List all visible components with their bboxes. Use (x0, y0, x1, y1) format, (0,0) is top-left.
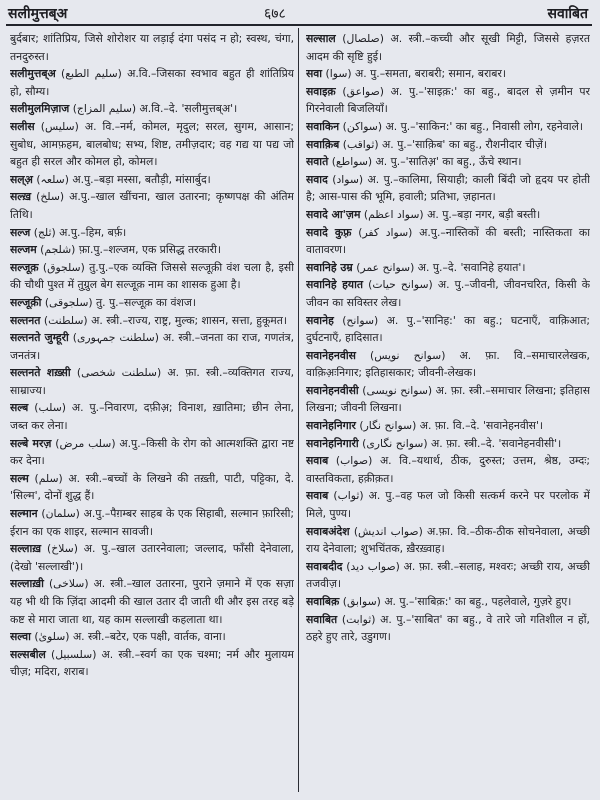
entry-headword: सल्ख़ (10, 190, 32, 204)
entry-headword: सवादे कुफ़्र (306, 225, 352, 239)
dictionary-entry (10, 575, 294, 628)
dictionary-entry (306, 259, 590, 277)
entry-definition: अ. पु.–खाल उतारनेवाला; जल्लाद, फाँसी देनेवाला, (देखो 'सल्लाखी')। (10, 542, 294, 573)
page-header (0, 0, 600, 34)
entry-headword: सल्जूक़ी (10, 295, 42, 309)
entry-definition: अ. स्त्री.–बटेर, एक पक्षी, वार्तक, वाना। (72, 630, 226, 644)
entry-urdu-spelling: (ثواب) (333, 489, 364, 503)
entry-headword: सवाबअंदेश (306, 524, 350, 538)
entry-definition: अ. पु.–'साबिक़:' का बहु., पहलेवाले, गुज़रे हुए। (384, 595, 572, 608)
dictionary-entry (306, 523, 590, 558)
dictionary-entry (10, 259, 294, 294)
entry-urdu-spelling: (سوانح نگار) (359, 419, 417, 433)
entry-urdu-spelling: (صلصال) (342, 32, 384, 45)
entry-urdu-spelling: (سلخ) (36, 190, 65, 204)
entry-urdu-spelling: (سلم) (34, 471, 63, 485)
entry-headword: सवानेहनवीस (306, 348, 356, 362)
dictionary-entry (306, 487, 590, 522)
entry-urdu-spelling: (سوانح) (342, 313, 379, 327)
entry-definition: अ. फ़ा. वि.–समाचारलेखक, वाक़िअ़ःनिगार; इतिहासकार; जीवनी-लेखक। (306, 348, 590, 380)
entry-urdu-spelling: (سوانح نگاری) (362, 436, 428, 450)
entry-urdu-spelling: (سلیم الطبع) (60, 67, 122, 81)
entry-definition: अ.पु.–हिम, बर्फ़। (59, 225, 127, 239)
dictionary-entry (10, 100, 294, 118)
dictionary-entry (306, 611, 590, 646)
entry-urdu-spelling: (سلطنت) (43, 313, 88, 327)
entry-definition: अ.पु.–किसी के रोग को आत्मशक्ति द्वारा नष्ट कर देना। (10, 436, 294, 468)
dictionary-entry (10, 312, 294, 330)
entry-definition: अ. स्त्री.–खाल उतारना, पुराने ज़माने में एक सज़ा यह भी थी कि ज़िंदा आदमी की खाल उतार दी जाती थी और इस तरह बड़े कष्ट से मारा जाता था, यह काम सल्लाखी कहलाता था। (10, 577, 294, 626)
dictionary-entry (306, 593, 590, 611)
entry-urdu-spelling: (سلب) (34, 401, 66, 415)
entry-definition: अ.वि.–जिसका स्वभाव बहुत ही शांतिप्रिय हो, सौम्य। (10, 67, 294, 98)
entry-urdu-spelling: (سلویٰ) (34, 630, 70, 644)
entry-urdu-spelling: (ثواقب) (342, 137, 379, 151)
entry-urdu-spelling: (سلجوق) (42, 260, 85, 274)
dictionary-entry (10, 540, 294, 575)
entry-headword: सवाद (306, 172, 328, 186)
header-left-guideword: सलीमुत्तब्अ (8, 6, 68, 22)
entry-headword: सवा (306, 67, 323, 81)
entry-headword: सल्अ़ (10, 172, 33, 186)
entry-headword: सल्बे मरज़ (10, 436, 52, 450)
dictionary-entry (10, 171, 294, 189)
entry-definition: अ. फ़ा. स्त्री.–समाचार लिखना; इतिहास लिखना; जीवनी लिखना। (306, 383, 590, 415)
entry-definition: अ. स्त्री.–जनता का राज, गणतंत्र, जनतंत्र। (10, 331, 294, 362)
page-number: ६७८ (264, 6, 286, 22)
entry-headword: सल्तनत (10, 313, 41, 327)
dictionary-entry (306, 171, 590, 206)
entry-urdu-spelling: (سلطنت جمہوری) (72, 331, 159, 345)
entry-definition: फ़ा.पु.–शल्जम, एक प्रसिद्ध तरकारी। (78, 243, 221, 257)
entry-headword: सल्साल (306, 32, 336, 45)
entry-urdu-spelling: (صواعق) (342, 84, 384, 98)
entry-headword: सल्ज (10, 225, 31, 239)
entry-definition: अ. फ़ा. स्त्री.–दे. 'सवानेहनवीसी'। (430, 436, 562, 450)
entry-headword: सलीमुत्तब्अ (10, 67, 56, 81)
entry-definition: अ. पु.–'साबित' का बहु., वे तारे जो गतिशील न हों, ठहरे हुए तारे, उडुगण। (306, 612, 590, 644)
entry-headword: सलीमुलमिज़ाज (10, 102, 70, 116)
entry-headword: सल्वा (10, 630, 31, 644)
dictionary-entry (306, 30, 590, 65)
entry-headword: सवानेहनिगारी (306, 436, 359, 450)
entry-headword: सलीस (10, 119, 35, 133)
entry-headword: सल्मान (10, 507, 38, 521)
dictionary-entry (306, 65, 590, 83)
entry-urdu-spelling: (سوانح عمر) (356, 260, 415, 274)
dictionary-entry (10, 30, 294, 65)
dictionary-entry (10, 470, 294, 505)
entry-definition: अ. स्त्री.–राज्य, राष्ट्र, मुल्क; शासन, सत्ता, हुकूमत। (91, 313, 288, 327)
entry-definition: तु. पु.–सल्जूक़ का वंशज। (96, 295, 196, 309)
entry-urdu-spelling: (صواب اندیش) (353, 524, 423, 538)
dictionary-entry (306, 417, 590, 435)
left-column (10, 30, 294, 794)
entry-headword: सवादे आ'ज़म (306, 207, 361, 221)
entry-definition: अ.पु.–नास्तिकों की बस्ती; नास्तिकता का वातावरण। (306, 225, 590, 257)
entry-definition: अ. पु.–'सातिअ़' का बहु., ऊँचे स्थान। (375, 155, 522, 169)
dictionary-entry (10, 188, 294, 223)
entry-headword: सवानेहनवीसी (306, 383, 359, 397)
entry-headword: सल्ब (10, 401, 29, 415)
entry-headword: सल्सबील (10, 647, 46, 661)
entry-headword: सल्तनते शख़्सी (10, 366, 71, 380)
dictionary-entry (306, 312, 590, 347)
dictionary-entry (306, 153, 590, 171)
entry-headword: सवाबिक़ (306, 595, 340, 608)
entry-definition: अ.पु.–पैग़म्बर साहब के एक सिहाबी, सल्मान फ़ारिसी; ईरान का एक शाइर, सल्मान सावजी। (10, 507, 294, 538)
entry-headword: सवाबदीद (306, 559, 343, 573)
column-divider (298, 28, 299, 792)
entry-urdu-spelling: (سلسبیل) (51, 647, 97, 661)
entry-urdu-spelling: (سوابق) (342, 595, 381, 608)
entry-definition: अ.पु.–खाल खींचना, खाल उतारना; कृष्णपक्ष की अंतिम तिथि। (10, 190, 294, 221)
entry-headword: सवानेहनिगार (306, 419, 356, 433)
entry-headword: सवानेह (306, 313, 334, 327)
dictionary-entry (306, 83, 590, 118)
entry-definition: अ. पु.–'साक़िब' का बहु., रौशनीदार चीज़ें। (382, 137, 548, 151)
entry-urdu-spelling: (سواد) (332, 172, 364, 186)
entry-definition: अ. फ़ा. वि.–दे. 'सवानेहनवीस'। (419, 419, 544, 433)
dictionary-entry (10, 294, 294, 312)
entry-headword: सल्जम (10, 243, 37, 257)
entry-urdu-spelling: (سلعہ) (36, 172, 69, 186)
dictionary-entry (10, 364, 294, 399)
dictionary-entry (306, 276, 590, 311)
entry-definition: अ. स्त्री.–बच्चों के लिखने की तख़्ती, पाटी, पट्टिका, दे. 'सिल्म', दोनों शुद्ध हैं। (10, 471, 294, 503)
entry-urdu-spelling: (سلجوقی) (44, 295, 93, 309)
entry-definition: बुर्दबार; शांतिप्रिय, जिसे शोरोशर या लड़ाई दंगा पसंद न हो; स्वस्थ, चंगा, तनदुरुस्त। (10, 32, 294, 63)
entry-urdu-spelling: (سلیم المزاج) (72, 102, 137, 116)
entry-urdu-spelling: (سلیس) (40, 119, 79, 133)
entry-definition: अ. फ़ा. स्त्री.–व्यक्तिगत राज्य, साम्राज्य। (10, 366, 294, 397)
dictionary-entry (306, 452, 590, 487)
entry-definition: अ. वि.–यथार्थ, ठीक, दुरुस्त; उत्तम, श्रेष्ठ, उम्दः; वास्तविकता, हक़ीक़त। (306, 454, 590, 485)
dictionary-entry (10, 628, 294, 646)
header-rule (6, 24, 592, 26)
dictionary-entry (306, 118, 590, 136)
entry-urdu-spelling: (سلاخ) (47, 542, 78, 556)
entry-urdu-spelling: (سوانح حیات) (368, 278, 433, 292)
right-column (306, 30, 590, 794)
dictionary-entry (10, 118, 294, 171)
entry-definition: अ.वि.–दे. 'सलीमुत्तब्अ'। (139, 102, 238, 116)
entry-urdu-spelling: (سوانح نویسی) (362, 383, 433, 397)
entry-urdu-spelling: (سواد کفر) (358, 225, 413, 239)
entry-headword: सल्जूक़ (10, 260, 39, 274)
entry-headword: सवाब (306, 489, 329, 503)
entry-definition: अ. पु.–'साइक़:' का बहु., बादल से ज़मीन पर गिरनेवाली बिजलियाँ। (306, 84, 590, 116)
entry-headword: सवानिहे उम्र (306, 260, 353, 274)
entry-urdu-spelling: (سوانح نویس) (369, 348, 446, 362)
entry-urdu-spelling: (صواب) (335, 454, 373, 468)
entry-headword: सवाब (306, 454, 329, 468)
entry-definition: अ. पु.–निवारण, दफ़ीअ़; विनाश, ख़ातिमा; छीन लेना, जब्त कर लेना। (10, 401, 294, 433)
header-right-guideword: सवाबित (547, 6, 588, 22)
entry-urdu-spelling: (سلطنت شخصی) (76, 366, 162, 380)
entry-definition: अ.पु.–बड़ा मस्सा, बतौड़ी, मांसार्बुद। (72, 172, 211, 186)
dictionary-entry (10, 329, 294, 364)
entry-definition: अ. पु.–समता, बराबरी; समान, बराबर। (355, 67, 506, 81)
entry-headword: सल्तनते जुम्हूरी (10, 331, 69, 345)
entry-definition: अ. पु.–दे. 'सवानिहे हयात'। (417, 260, 526, 274)
entry-headword: सल्लाख़ (10, 542, 42, 556)
dictionary-entry (10, 505, 294, 540)
entry-headword: सवाबित (306, 612, 338, 626)
entry-urdu-spelling: (سلمان) (41, 507, 80, 521)
entry-headword: सवाकिन (306, 119, 340, 133)
entry-definition: अ. फ़ा. स्त्री.–सलाह, मश्वरः; अच्छी राय, अच्छी तजवीज़। (306, 559, 590, 591)
entry-headword: सवाक़िब (306, 137, 340, 151)
dictionary-entry (10, 241, 294, 259)
dictionary-entry (10, 399, 294, 434)
entry-urdu-spelling: (ثلج) (33, 225, 56, 239)
dictionary-entry (10, 224, 294, 242)
dictionary-entry (306, 435, 590, 453)
dictionary-entry (10, 435, 294, 470)
dictionary-entry (306, 347, 590, 382)
entry-definition: तु.पु.–एक व्यक्ति जिससे सल्जूक़ी वंश चला है, इसी की चौथी पुश्त में तुग़्रुल बेग सल्जूक़ नाम का शासक हुआ है। (10, 260, 294, 292)
entry-headword: सवाइक़ (306, 84, 336, 98)
entry-definition: अ. पु.–'साकिन:' का बहु., निवासी लोग, रहनेवाले। (385, 119, 583, 133)
dictionary-entry (306, 224, 590, 259)
entry-definition: अ. वि.–नर्म, कोमल, मृदुल; सरल, सुगम, आसान; सुबोध, आमफ़हम, बालबोध; सभ्य, शिष्ट, तमीज़दार; वह गद्य या पद्य जो बहुत ही सरल और कोमल हो, कोमल। (10, 119, 294, 169)
entry-urdu-spelling: (صواب دید) (346, 559, 400, 573)
entry-headword: सल्लाख़ी (10, 577, 44, 591)
dictionary-entry (306, 558, 590, 593)
entry-definition: अ. स्त्री.–स्वर्ग का एक चश्मा; नर्म और मुलायम चीज़; मदिरा, शराब। (10, 647, 294, 679)
entry-urdu-spelling: (سلب مرض) (55, 436, 116, 450)
entry-definition: अ. स्त्री.–कच्ची और सूखी मिट्टी, जिससे हज़रत आदम की सृष्टि हुई। (306, 32, 590, 63)
entry-urdu-spelling: (شلجم) (40, 243, 76, 257)
entry-urdu-spelling: (ثوابت) (341, 612, 376, 626)
dictionary-entry (306, 136, 590, 154)
entry-definition: अ. पु.–'सानिह:' का बहु.; घटनाएँ, वाक़िआत; दुर्घटनाएँ, हादिसात। (306, 313, 590, 345)
entry-definition: अ. पु.–वह फल जो किसी सत्कर्म करने पर परलोक में मिले, पुण्य। (306, 489, 590, 521)
entry-definition: अ. पु.–जीवनी, जीवनचरित, किसी के जीवन का सविस्तर लेख। (306, 278, 590, 309)
entry-definition: अ.फ़ा. वि.–ठीक-ठीक सोचनेवाला, अच्छी राय देनेवाला; शुभचिंतक, ख़ैरख़्वाह। (306, 524, 590, 556)
entry-headword: सवानिहे हयात (306, 278, 364, 292)
entry-urdu-spelling: (سوا) (325, 67, 352, 81)
entry-headword: सवाते (306, 155, 329, 169)
entry-urdu-spelling: (سواکن) (342, 119, 383, 133)
entry-urdu-spelling: (سلاخی) (48, 577, 89, 591)
entry-urdu-spelling: (سواطع) (331, 155, 373, 169)
entry-headword: सल्म (10, 471, 29, 485)
dictionary-entry (10, 65, 294, 100)
dictionary-entry (306, 206, 590, 224)
dictionary-entry (10, 646, 294, 681)
dictionary-entry (306, 382, 590, 417)
entry-definition: अ. पु.–कालिमा, सियाही; काली बिंदी जो हृदय पर होती है; आस-पास की भूमि, हवाली; प्रतिभा, ज़हानत। (306, 172, 590, 204)
entry-urdu-spelling: (سواد اعظم) (363, 207, 424, 221)
entry-definition: अ. पु.–बड़ा नगर, बड़ी बस्ती। (427, 207, 541, 221)
